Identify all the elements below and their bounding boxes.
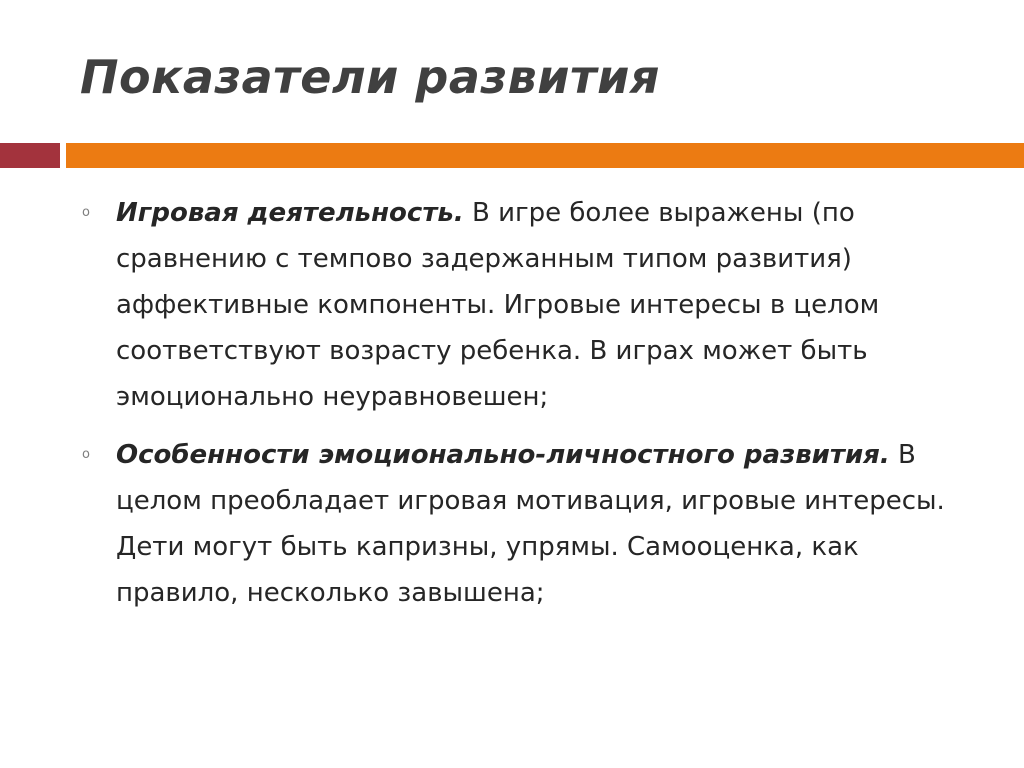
bullet-item-play-activity bbox=[80, 190, 980, 420]
bullet-term: Особенности эмоционально-личностного развития. bbox=[116, 440, 890, 470]
bullet-circle-icon: o bbox=[82, 447, 90, 462]
bullet-text: В игре более выражены (по сравнению с темпово задержанным типом развития) аффективные компоненты. Игровые интересы в целом соответствуют возрасту ребенка. В играх может быть эмоционально неуравновешен; bbox=[116, 198, 880, 412]
accent-bar-right bbox=[66, 143, 1024, 168]
bullet-term: Игровая деятельность. bbox=[116, 198, 464, 228]
bullet-item-emotional-development bbox=[80, 432, 980, 616]
bullet-list bbox=[80, 190, 980, 628]
bullet-circle-icon: o bbox=[82, 205, 90, 220]
bullet-text: В целом преобладает игровая мотивация, игровые интересы. Дети могут быть капризны, упрямы. Самооценка, как правило, несколько завышена; bbox=[116, 440, 945, 608]
accent-bar-left bbox=[0, 143, 60, 168]
slide-title: Показатели развития bbox=[80, 50, 660, 104]
